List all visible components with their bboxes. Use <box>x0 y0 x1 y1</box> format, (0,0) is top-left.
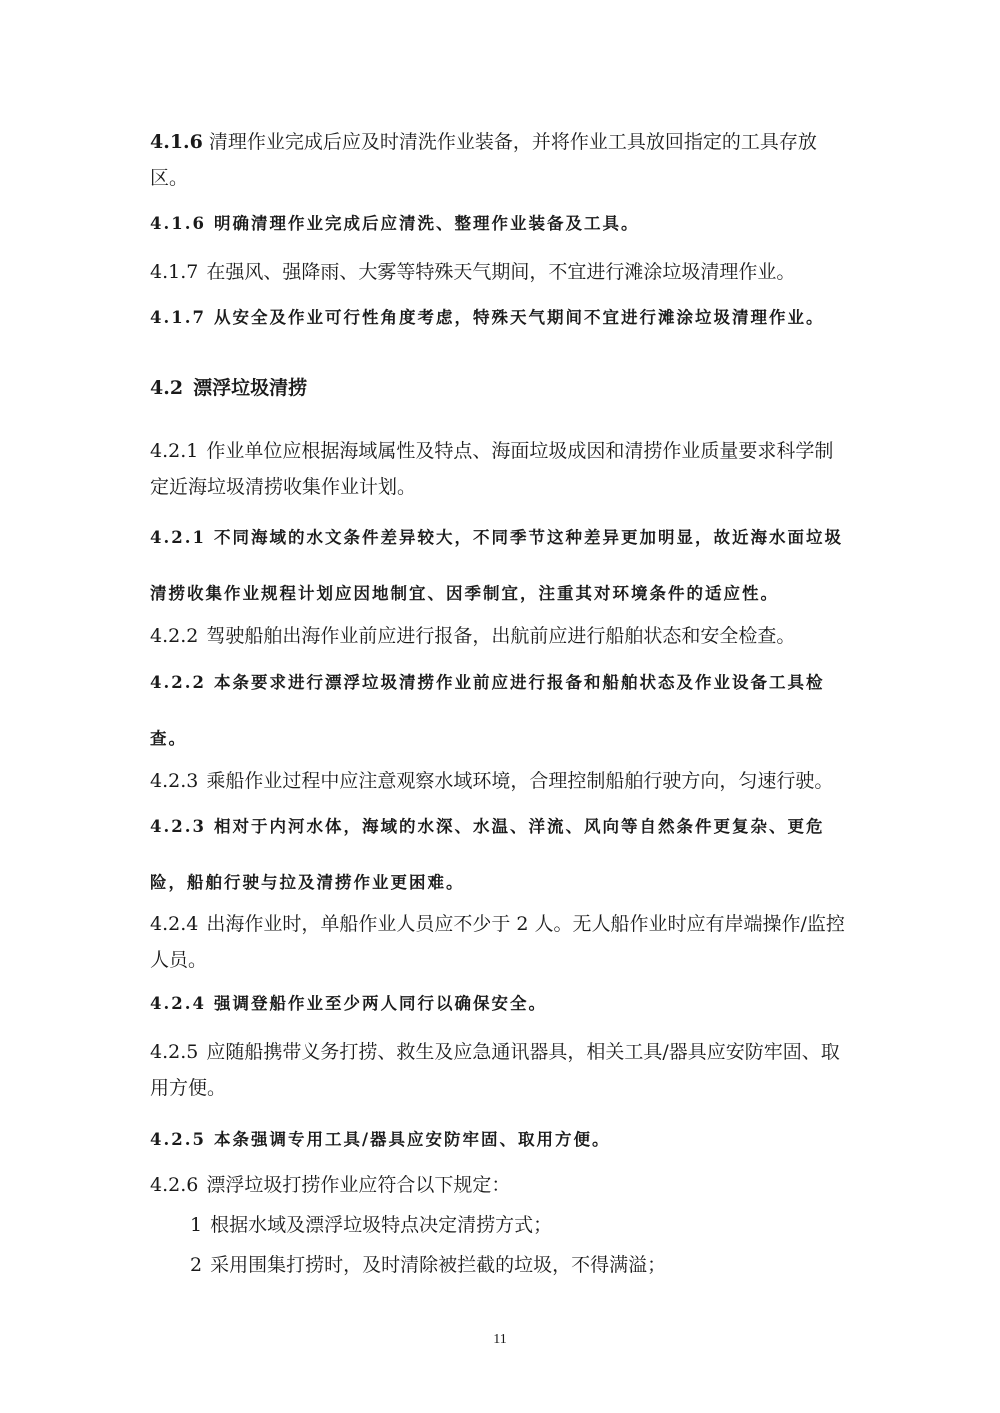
sub-item-number: 1 <box>190 1214 203 1236</box>
section-title: 漂浮垃圾清捞 <box>193 377 308 399</box>
explanation-number: 4.2.1 <box>150 528 206 547</box>
explanation-text: 强调登船作业至少两人同行以确保安全。 <box>213 994 547 1013</box>
clause-number: 4.2.4 <box>150 913 199 935</box>
clause-number: 4.2.3 <box>150 770 199 792</box>
explanation-4-2-2 <box>150 655 850 767</box>
clause-text: 在强风、强降雨、大雾等特殊天气期间，不宜进行滩涂垃圾清理作业。 <box>206 261 796 283</box>
explanation-4-2-1 <box>150 510 850 622</box>
explanation-number: 4.2.3 <box>150 817 206 836</box>
explanation-text: 本条要求进行漂浮垃圾清捞作业前应进行报备和船舶状态及作业设备工具检查。 <box>150 673 825 748</box>
clause-4-1-7 <box>150 254 850 290</box>
explanation-number: 4.2.5 <box>150 1130 206 1149</box>
clause-text: 漂浮垃圾打捞作业应符合以下规定： <box>206 1174 511 1196</box>
clause-4-1-6 <box>150 124 850 196</box>
clause-4-2-5 <box>150 1034 850 1106</box>
explanation-text: 从安全及作业可行性角度考虑，特殊天气期间不宜进行滩涂垃圾清理作业。 <box>213 308 825 327</box>
sub-item-text: 根据水域及漂浮垃圾特点决定清捞方式； <box>210 1214 553 1236</box>
page-number: 11 <box>493 1332 507 1347</box>
clause-number: 4.1.7 <box>150 261 199 283</box>
explanation-4-2-4 <box>150 986 850 1022</box>
clause-text: 出海作业时，单船作业人员应不少于 2 人。无人船作业时应有岸端操作/监控人员。 <box>150 913 845 971</box>
explanation-number: 4.1.6 <box>150 214 206 233</box>
sub-item-text: 采用围集打捞时，及时清除被拦截的垃圾，不得满溢； <box>210 1254 667 1276</box>
clause-number: 4.2.5 <box>150 1041 199 1063</box>
section-heading-4-2 <box>150 370 850 406</box>
explanation-4-2-3 <box>150 799 850 911</box>
clause-4-2-4 <box>150 906 850 978</box>
clause-number: 4.2.1 <box>150 440 199 462</box>
explanation-number: 4.1.7 <box>150 308 206 327</box>
section-number: 4.2 <box>150 377 184 399</box>
explanation-4-1-7 <box>150 300 850 336</box>
clause-4-2-1 <box>150 433 850 505</box>
explanation-text: 明确清理作业完成后应清洗、整理作业装备及工具。 <box>213 214 640 233</box>
clause-text: 驾驶船舶出海作业前应进行报备，出航前应进行船舶状态和安全检查。 <box>206 625 796 647</box>
clause-4-2-6 <box>150 1167 850 1203</box>
explanation-text: 本条强调专用工具/器具应安防牢固、取用方便。 <box>213 1130 611 1149</box>
sub-item-1 <box>150 1207 890 1243</box>
clause-text: 乘船作业过程中应注意观察水域环境，合理控制船舶行驶方向，匀速行驶。 <box>206 770 834 792</box>
clause-number: 4.2.6 <box>150 1174 199 1196</box>
explanation-number: 4.2.2 <box>150 673 206 692</box>
clause-number: 4.1.6 <box>150 131 203 153</box>
clause-number: 4.2.2 <box>150 625 199 647</box>
explanation-text: 相对于内河水体，海域的水深、水温、洋流、风向等自然条件更复杂、更危险，船舶行驶与拉及清捞作业更困难。 <box>150 817 825 892</box>
clause-4-2-2 <box>150 618 850 654</box>
clause-text: 应随船携带义务打捞、救生及应急通讯器具，相关工具/器具应安防牢固、取用方便。 <box>150 1041 840 1099</box>
sub-item-number: 2 <box>190 1254 203 1276</box>
explanation-number: 4.2.4 <box>150 994 206 1013</box>
clause-text: 清理作业完成后应及时清洗作业装备，并将作业工具放回指定的工具存放区。 <box>150 131 817 189</box>
sub-item-2 <box>150 1247 890 1283</box>
explanation-4-2-5 <box>150 1122 850 1158</box>
explanation-4-1-6 <box>150 206 850 242</box>
clause-4-2-3 <box>150 763 850 799</box>
explanation-text: 不同海域的水文条件差异较大，不同季节这种差异更加明显，故近海水面垃圾清捞收集作业规程计划应因地制宜、因季制宜，注重其对环境条件的适应性。 <box>150 528 843 603</box>
clause-text: 作业单位应根据海域属性及特点、海面垃圾成因和清捞作业质量要求科学制定近海垃圾清捞收集作业计划。 <box>150 440 834 498</box>
